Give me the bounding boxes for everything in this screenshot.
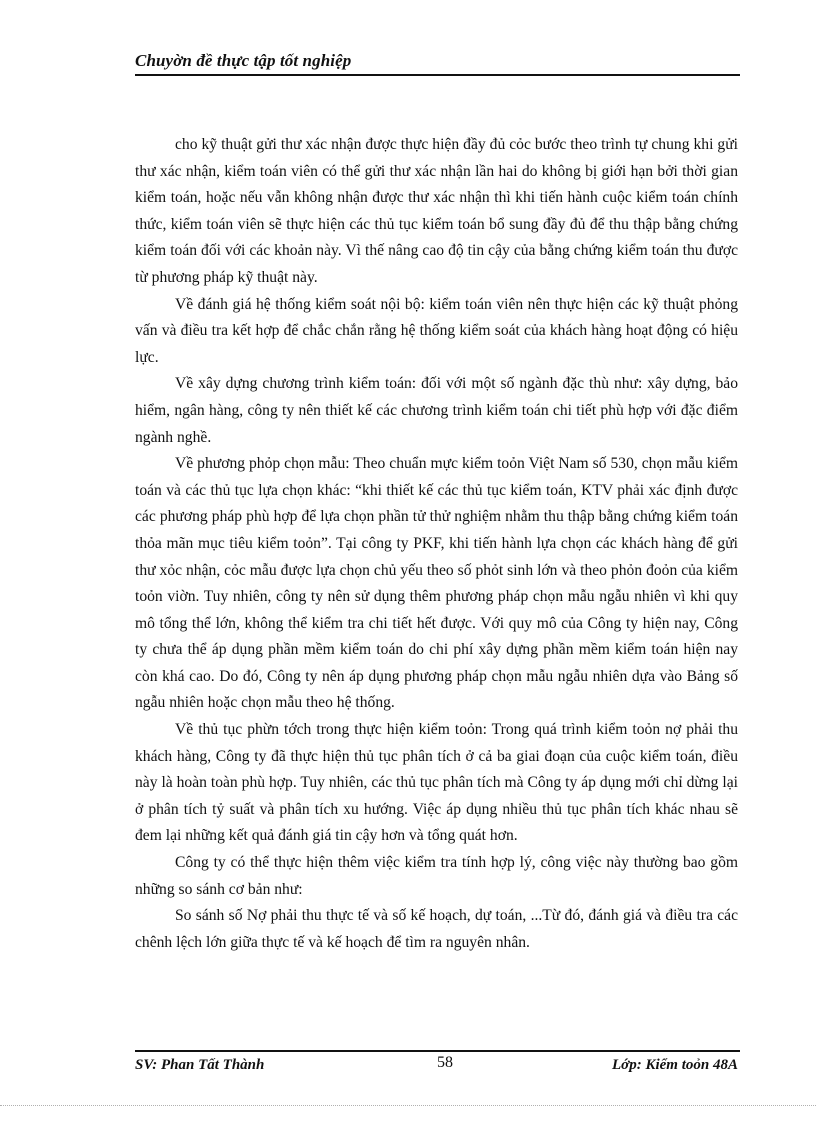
paragraph: Công ty có thể thực hiện thêm việc kiểm tra tính hợp lý, công việc này thường bao gồm những so sánh cơ bản như: xyxy=(135,854,738,898)
paragraph: Về phương phỏp chọn mẫu: Theo chuẩn mực kiểm toỏn Việt Nam số 530, chọn mẫu kiểm toán và các thủ tục lựa chọn khác: “khi thiết kế các thủ tục kiểm toán, KTV phải xác định được các phương pháp phù hợp để lựa chọn phần tử thử nghiệm nhằm thu thập bằng chứng kiểm toán thỏa mãn mục tiêu kiểm toỏn”. Tại công ty PKF, khi tiến hành lựa chọn các khách hàng để gửi thư xỏc nhận, cỏc mẫu được lựa chọn chủ yếu theo số phỏt sinh lớn và theo phỏn đoỏn của kiểm toỏn viờn. Tuy nhiên, công ty nên sử dụng thêm phương pháp chọn mẫu ngẫu nhiên vì khi quy mô tổng thể lớn, không thể kiểm tra chi tiết hết được. Với quy mô của Công ty hiện nay, Công ty chưa thể áp dụng phần mềm kiểm toán do chi phí xây dựng phần mềm kiểm toán hiện nay còn khá cao. Do đó, Công ty nên áp dụng phương pháp chọn mẫu ngẫu nhiên dựa vào Bảng số ngẫu nhiên hoặc chọn mẫu theo hệ thống. xyxy=(135,455,738,712)
footer-class: Lớp: Kiểm toỏn 48A xyxy=(612,1057,738,1073)
paragraph: cho kỹ thuật gửi thư xác nhận được thực hiện đầy đủ cỏc bước theo trình tự chung khi gửi thư xác nhận, kiểm toán viên có thể gửi thư xác nhận lần hai do không bị giới hạn bởi thời gian kiểm toán, hoặc nếu vẫn không nhận được thư xác nhận thì khi tiến hành cuộc kiểm toán chính thức, kiểm toán viên sẽ thực hiện các thủ tục kiểm toán bổ sung đầy đủ để thu thập bằng chứng kiểm toán đối với các khoản này. Vì thế nâng cao độ tin cậy của bằng chứng kiểm toán thu được từ phương pháp kỹ thuật này. xyxy=(135,136,738,286)
header-title: Chuyờn đề thực tập tốt nghiệp xyxy=(135,51,352,70)
page-footer xyxy=(135,1050,740,1080)
page-header xyxy=(135,46,740,76)
paragraph: So sánh số Nợ phải thu thực tế và số kế hoạch, dự toán, ...Từ đó, đánh giá và điều tra các chênh lệch lớn giữa thực tế và kế hoạch để tìm ra nguyên nhân. xyxy=(135,907,738,951)
paragraph: Về xây dựng chương trình kiểm toán: đối với một số ngành đặc thù như: xây dựng, bảo hiểm, ngân hàng, công ty nên thiết kế các chương trình kiểm toán chi tiết phù hợp với đặc điểm ngành nghề. xyxy=(135,375,738,446)
page-number: 58 xyxy=(437,1054,453,1071)
footer-student-name: SV: Phan Tất Thành xyxy=(135,1057,265,1073)
page-bottom-divider xyxy=(0,1105,816,1106)
paragraph: Về đánh giá hệ thống kiểm soát nội bộ: kiểm toán viên nên thực hiện các kỹ thuật phỏng vấn và điều tra kết hợp để chắc chắn rằng hệ thống kiểm soát của khách hàng hoạt động có hiệu lực. xyxy=(135,295,738,366)
document-body xyxy=(135,132,738,956)
paragraph: Về thủ tục phừn tớch trong thực hiện kiểm toỏn: Trong quá trình kiểm toỏn nợ phải thu khách hàng, Công ty đã thực hiện thủ tục phân tích ở cả ba giai đoạn của cuộc kiểm toán, điều này là hoàn toàn phù hợp. Tuy nhiên, các thủ tục phân tích mà Công ty áp dụng mới chỉ dừng lại ở phân tích tỷ suất và phân tích xu hướng. Việc áp dụng nhiều thủ tục phân tích khác nhau sẽ đem lại những kết quả đánh giá tin cậy hơn và tổng quát hơn. xyxy=(135,721,738,845)
